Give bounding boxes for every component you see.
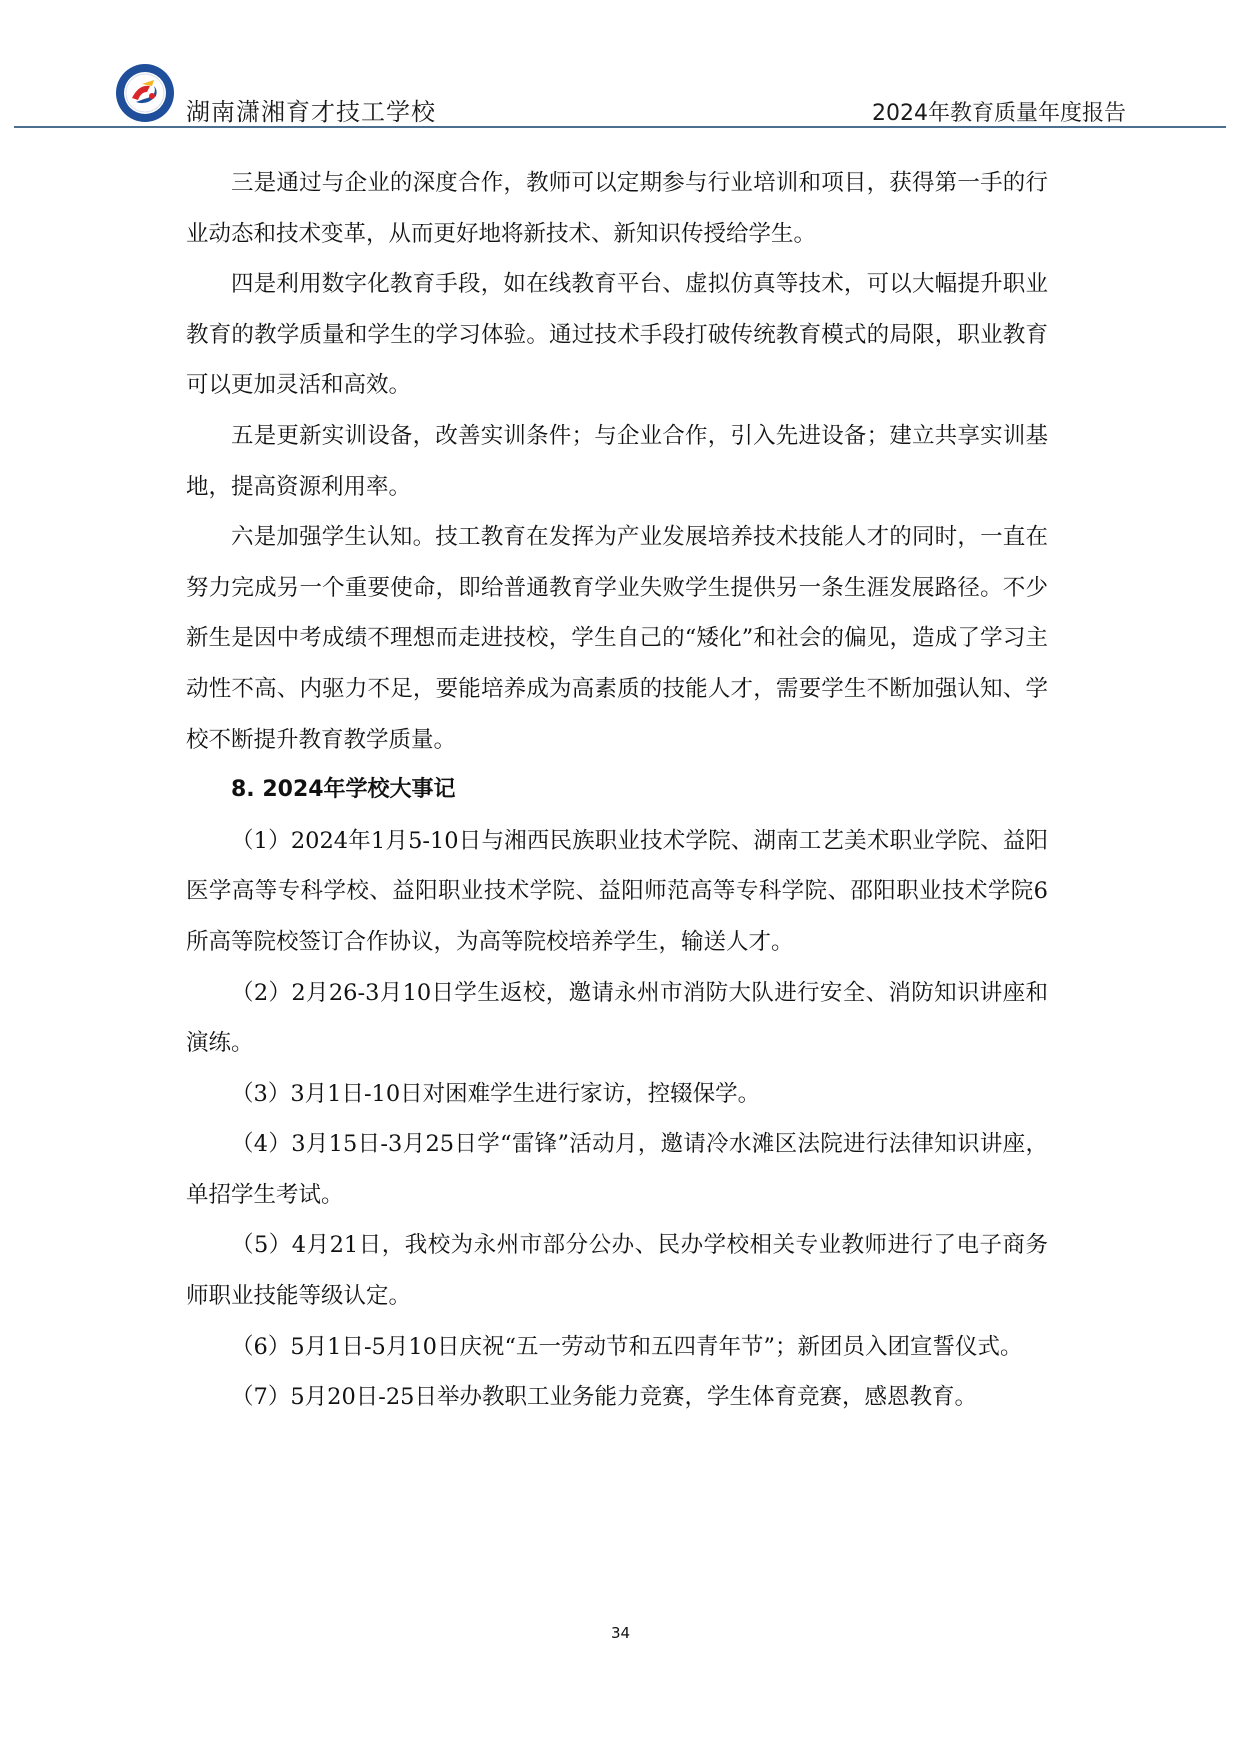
- paragraph: 四是利用数字化教育手段，如在线教育平台、虚拟仿真等技术，可以大幅提升职业教育的教学质量和学生的学习体验。通过技术手段打破传统教育模式的局限，职业教育可以更加灵活和高效。: [186, 271, 1048, 399]
- page-number: 34: [610, 1624, 631, 1642]
- event-item: （7）5月20日-25日举办教职工业务能力竞赛，学生体育竞赛，感恩教育。: [231, 1384, 977, 1411]
- event-item: （4）3月15日-3月25日学“雷锋”活动月，邀请冷水滩区法院进行法律知识讲座，单招学生考试。: [186, 1131, 1048, 1208]
- school-emblem-icon: [114, 62, 176, 124]
- event-item: （1）2024年1月5-10日与湘西民族职业技术学院、湖南工艺美术职业学院、益阳医学高等专科学校、益阳职业技术学院、益阳师范高等专科学院、邵阳职业技术学院6所高等院校签订合作协议，为高等院校培养学生，输送人才。: [186, 827, 1048, 955]
- event-item: （2）2月26-3月10日学生返校，邀请永州市消防大队进行安全、消防知识讲座和演练。: [186, 979, 1048, 1057]
- page-header: [14, 56, 1226, 128]
- section-heading: 8. 2024年学校大事记: [231, 777, 456, 803]
- event-item: （6）5月1日-5月10日庆祝“五一劳动节和五四青年节”；新团员入团宣誓仪式。: [231, 1333, 1023, 1360]
- school-name: 湖南潇湘育才技工学校: [186, 98, 436, 126]
- paragraph: 六是加强学生认知。技工教育在发挥为产业发展培养技术技能人才的同时，一直在努力完成另一个重要使命，即给普通教育学业失败学生提供另一条生涯发展路径。不少新生是因中考成绩不理想而走进技校，学生自己的“矮化”和社会的偏见，造成了学习主动性不高、内驱力不足，要能培养成为高素质的技能人才，需要学生不断加强认知、学校不断提升教育教学质量。: [186, 524, 1048, 753]
- report-title: 2024年教育质量年度报告: [872, 101, 1126, 126]
- event-item: （3）3月1日-10日对困难学生进行家访，控辍保学。: [231, 1080, 761, 1107]
- event-item: （5）4月21日，我校为永州市部分公办、民办学校相关专业教师进行了电子商务师职业技能等级认定。: [186, 1232, 1048, 1310]
- header-divider: [14, 126, 1226, 128]
- paragraph: 三是通过与企业的深度合作，教师可以定期参与行业培训和项目，获得第一手的行业动态和技术变革，从而更好地将新技术、新知识传授给学生。: [186, 170, 1048, 247]
- paragraph: 五是更新实训设备，改善实训条件；与企业合作，引入先进设备；建立共享实训基地，提高资源利用率。: [186, 422, 1048, 500]
- page-body: [186, 158, 1048, 1423]
